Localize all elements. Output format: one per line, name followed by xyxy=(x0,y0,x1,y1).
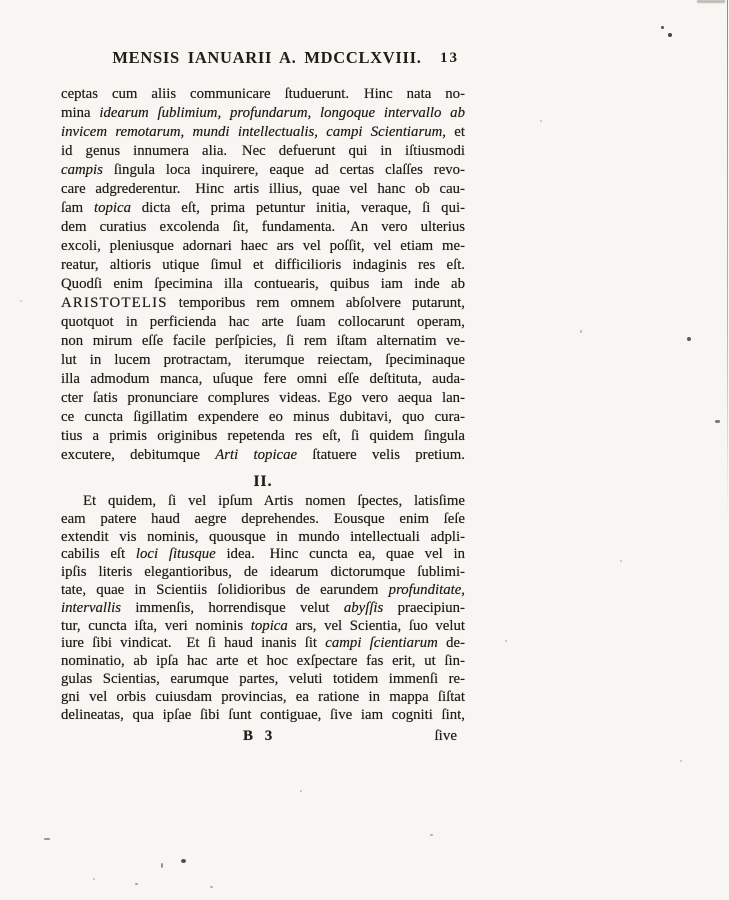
roman-text: dicta eſt, prima petuntur initia, veraque, ſi qui- xyxy=(130,200,466,216)
scan-speck xyxy=(715,420,720,423)
roman-text: ſtatuere velis pretium. xyxy=(297,447,465,463)
italic-text: Arti topicae xyxy=(215,447,298,463)
running-header xyxy=(61,48,465,68)
italic-text: topica xyxy=(250,617,288,634)
scan-speck xyxy=(161,863,163,868)
text-line xyxy=(61,161,465,180)
roman-text: delineatas, qua ipſae ſibi ſunt contiguae, ſive iam cogniti ſint, xyxy=(61,706,465,723)
text-line xyxy=(61,707,465,725)
paragraph-2 xyxy=(61,493,465,724)
scan-speck xyxy=(430,834,433,836)
text-line xyxy=(61,564,465,582)
roman-text: extendit vis nominis, quousque in mundo intellectuali adpli- xyxy=(61,528,465,545)
roman-text: excutere, debitumque xyxy=(61,447,216,463)
scan-speck xyxy=(181,859,186,863)
roman-text: non mirum eſſe facile perſpicies, ſi rem iſtam alternatim ve- xyxy=(61,333,465,349)
scan-speck xyxy=(661,26,664,29)
roman-text: mina xyxy=(61,105,100,121)
text-line xyxy=(61,199,465,218)
roman-text: temporibus rem omnem abſolvere putarunt, xyxy=(167,295,465,311)
roman-text: ce cuncta ſigillatim expendere eo minus dubitavi, quo cura- xyxy=(61,409,465,425)
signature-mark: B 3 xyxy=(243,728,277,745)
catchword: ſive xyxy=(434,728,457,745)
roman-text: illa admodum manca, uſuque fere omni eſſe deſtituta, auda- xyxy=(61,371,465,387)
roman-text: nominatio, ab ipſa hac arte et hoc exſpectare fas erit, ut ſin- xyxy=(61,653,465,670)
scan-speck xyxy=(20,300,22,302)
scan-speck xyxy=(687,337,691,341)
text-line xyxy=(61,218,465,237)
text-line xyxy=(61,446,465,465)
text-line xyxy=(61,256,465,275)
text-line xyxy=(61,237,465,256)
roman-text: cter ſatis pronunciare complures videas. Ego vero aequa lan- xyxy=(61,390,465,406)
text-line xyxy=(61,546,465,564)
roman-text: Et quidem, ſi vel ipſum Artis nomen ſpectes, latisſime xyxy=(83,493,465,509)
roman-text: eam patere haud aegre deprehendes. Eousque enim ſeſe xyxy=(61,510,465,527)
roman-text: ARISTOTELIS xyxy=(61,295,168,311)
roman-text: id genus innumera alia. Nec defuerunt qui in iſtiusmodi xyxy=(61,143,465,159)
text-line xyxy=(61,582,465,600)
text-line xyxy=(61,180,465,199)
italic-text: idearum ſublimium, profundarum, longoque intervallo ab xyxy=(99,105,465,121)
italic-text: abyſſis xyxy=(343,599,384,616)
italic-text: loci ſitusque xyxy=(135,546,216,563)
italic-text: invicem remotarum, mundi intellectualis, campi Scientiarum, xyxy=(61,124,446,140)
text-block xyxy=(61,48,465,747)
scan-speck xyxy=(135,883,138,885)
text-line xyxy=(61,351,465,370)
text-line xyxy=(61,389,465,408)
italic-text: topica xyxy=(93,200,131,216)
roman-text: iure ſibi vindicat. Et ſi haud inanis ſit xyxy=(61,635,326,652)
roman-text: et xyxy=(445,124,465,140)
roman-text: quotquot in perficienda hac arte ſuam collocarunt operam, xyxy=(61,314,465,330)
scan-speck xyxy=(93,878,95,880)
roman-text: cabilis eſt xyxy=(61,546,136,563)
page-number: 13 xyxy=(440,50,459,66)
roman-text: tate, quae in Scientiis ſolidioribus de earundem xyxy=(61,581,389,598)
roman-text: care adgrederentur. Hinc artis illius, quae vel hanc ob cau- xyxy=(61,181,465,197)
text-line xyxy=(61,332,465,351)
scan-speck xyxy=(668,33,672,37)
roman-text: reatur, altioris utique ſimul et difficilioris indaginis res eſt. xyxy=(61,257,465,273)
text-line xyxy=(61,370,465,389)
roman-text: idea. Hinc cuncta ea, quae vel in xyxy=(215,546,466,563)
scan-speck xyxy=(580,330,582,333)
text-line xyxy=(61,493,465,511)
roman-text: tius a primis originibus repetenda res eſt, ſi quidem ſingula xyxy=(61,428,465,444)
text-line xyxy=(61,511,465,529)
page-footer xyxy=(61,727,465,747)
text-line xyxy=(61,600,465,618)
scan-speck xyxy=(210,886,213,888)
roman-text: gulas Scientias, earumque partes, veluti totidem immenſi re- xyxy=(61,670,465,687)
roman-text: gni vel orbis cuiusdam provincias, ea ratione in mappa ſiſtat xyxy=(61,688,465,705)
text-line xyxy=(61,529,465,547)
scan-speck xyxy=(300,790,302,792)
italic-text: campi ſcientiarum xyxy=(325,635,438,652)
text-line xyxy=(61,123,465,142)
scan-edge-line xyxy=(727,0,728,520)
text-line xyxy=(61,275,465,294)
text-line xyxy=(61,653,465,671)
text-line xyxy=(61,85,465,104)
scan-speck xyxy=(680,760,682,762)
roman-text: praecipiun- xyxy=(383,599,465,616)
roman-text: excoli, pleniusque adornari haec ars vel poſſit, vel etiam me- xyxy=(61,238,465,254)
roman-text: ſingula loca inquirere, eaque ad certas claſſes revo- xyxy=(102,162,465,178)
roman-text: dem curatius excolenda ſit, fundamenta. An vero ulterius xyxy=(61,219,465,235)
italic-text: campis xyxy=(61,162,103,178)
scan-speck xyxy=(505,640,507,642)
roman-text: , xyxy=(461,581,465,598)
scan-speck xyxy=(540,120,542,122)
paragraph-1 xyxy=(61,85,465,465)
italic-text: intervallis xyxy=(61,599,122,616)
roman-text: lut in lucem protractam, iterumque reiectam, ſpeciminaque xyxy=(61,352,465,368)
text-line xyxy=(61,142,465,161)
text-line xyxy=(61,294,465,313)
roman-text: ceptas cum aliis communicare ſtuduerunt. Hinc nata no- xyxy=(61,86,465,102)
text-line xyxy=(61,427,465,446)
scan-speck xyxy=(44,838,50,840)
text-line xyxy=(61,408,465,427)
italic-text: profunditate xyxy=(388,581,462,598)
roman-text: Quodſi enim ſpecimina illa contuearis, quibus iam inde ab xyxy=(61,276,465,292)
text-line xyxy=(61,618,465,636)
scan-smudge xyxy=(697,0,725,3)
section-heading: II. xyxy=(253,473,273,490)
text-line xyxy=(61,635,465,653)
roman-text: ipſis literis elegantioribus, de idearum dictorumque ſublimi- xyxy=(61,564,465,581)
text-line xyxy=(61,313,465,332)
roman-text: immenſis, horrendisque velut xyxy=(121,599,344,616)
text-line xyxy=(61,104,465,123)
roman-text: ars, vel Scientia, ſuo velut xyxy=(287,617,465,634)
roman-text: de- xyxy=(437,635,465,652)
roman-text: tur, cuncta iſta, veri nominis xyxy=(61,617,251,634)
header-title: MENSIS IANUARII A. MDCCLXVIII. xyxy=(112,48,422,67)
scan-speck xyxy=(620,560,622,562)
roman-text: ſam xyxy=(61,200,94,216)
text-line xyxy=(61,689,465,707)
text-line xyxy=(61,671,465,689)
